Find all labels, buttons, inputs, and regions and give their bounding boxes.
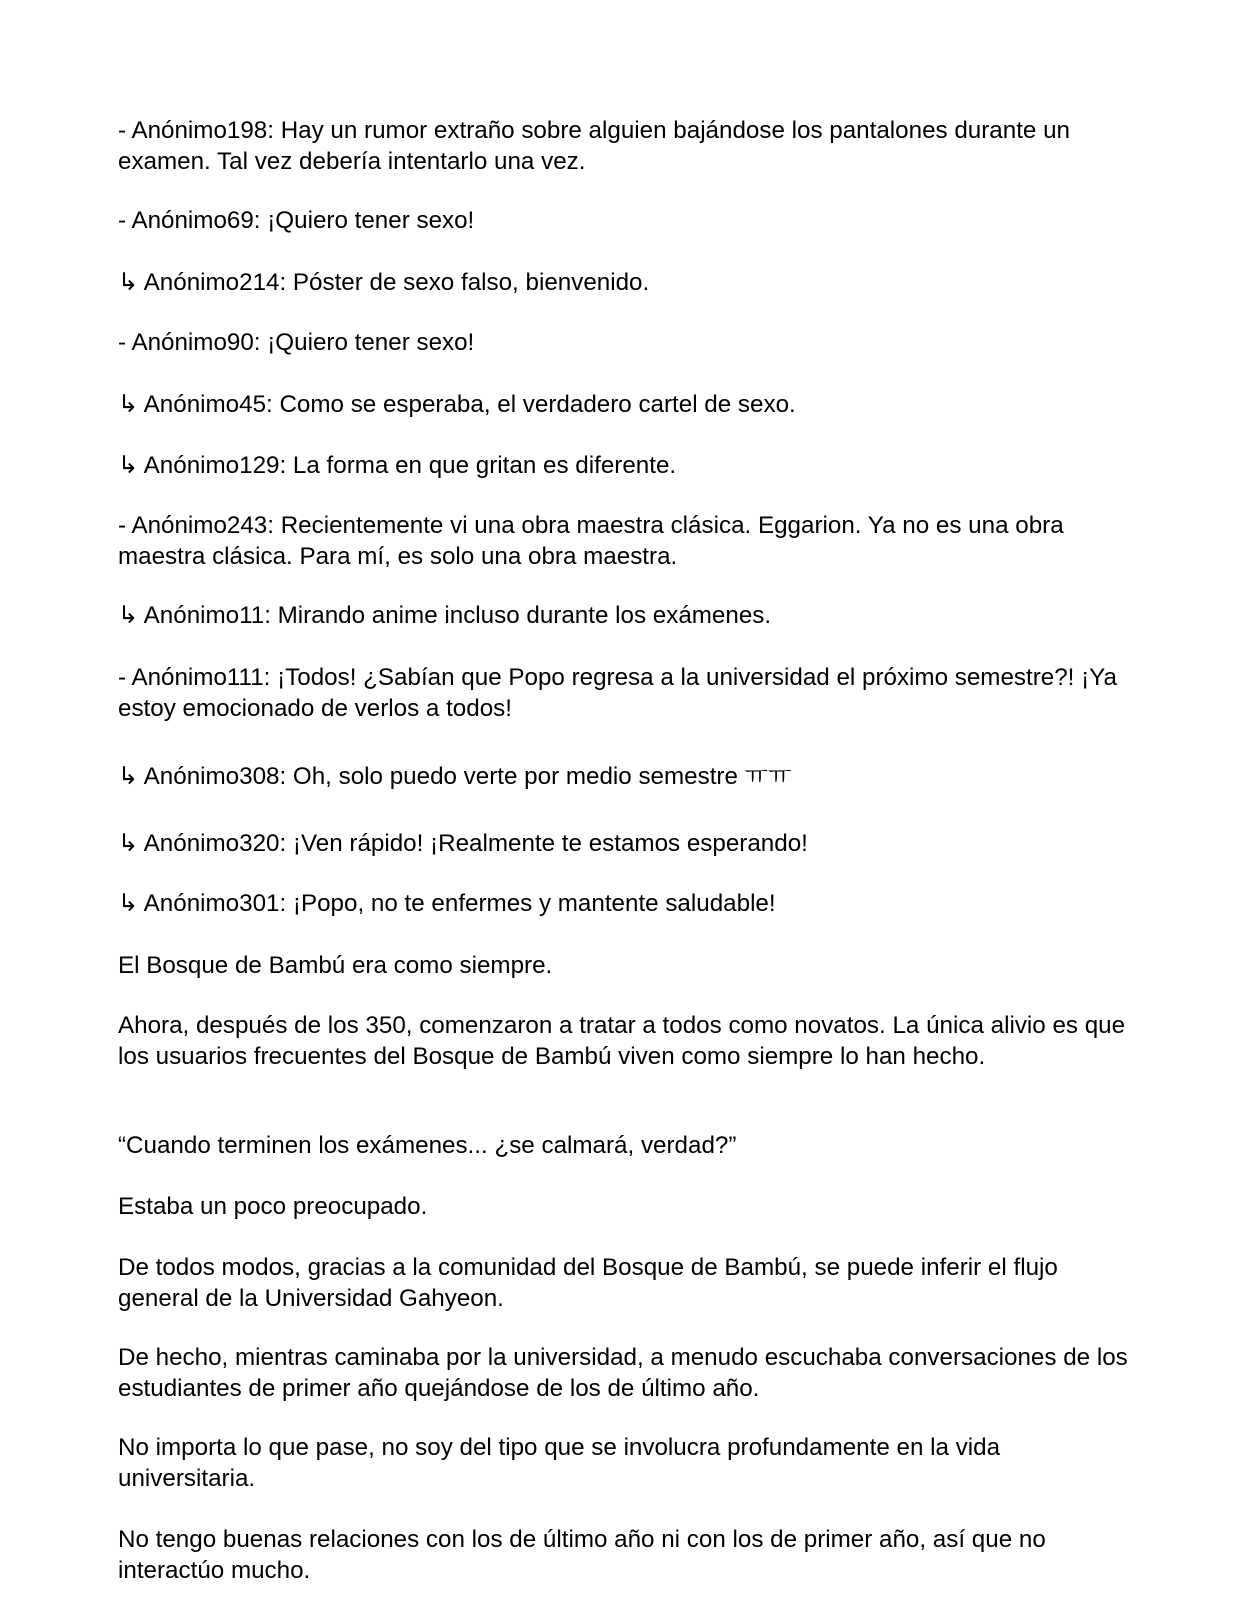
narrative-paragraph: De todos modos, gracias a la comunidad del Bosque de Bambú, se puede inferir el flujo general de la Universidad Gahyeon.	[118, 1254, 1058, 1312]
narrative-paragraph: El Bosque de Bambú era como siempre.	[118, 952, 553, 979]
narrative-paragraph: Ahora, después de los 350, comenzaron a tratar a todos como novatos. La única alivio es que los usuarios frecuentes del Bosque de Bambú viven como siempre lo han hecho.	[118, 1012, 1126, 1070]
reply-anonimo214: ↳ Anónimo214: Póster de sexo falso, bienvenido.	[118, 269, 650, 296]
narrative-paragraph: De hecho, mientras caminaba por la universidad, a menudo escuchaba conversaciones de los estudiantes de primer año quejándose de los de último año.	[118, 1344, 1128, 1402]
narrative-paragraph: No importa lo que pase, no soy del tipo que se involucra profundamente en la vida universitaria.	[118, 1434, 1001, 1492]
post-anonimo198: - Anónimo198: Hay un rumor extraño sobre alguien bajándose los pantalones durante un examen. Tal vez debería intentarlo una vez.	[118, 117, 1071, 175]
reply-anonimo320: ↳ Anónimo320: ¡Ven rápido! ¡Realmente te estamos esperando!	[118, 830, 808, 857]
post-anonimo69: - Anónimo69: ¡Quiero tener sexo!	[118, 207, 475, 234]
reply-anonimo11: ↳ Anónimo11: Mirando anime incluso durante los exámenes.	[118, 602, 772, 629]
post-anonimo111: - Anónimo111: ¡Todos! ¿Sabían que Popo regresa a la universidad el próximo semestre?! ¡Ya estoy emocionado de verlos a todos!	[118, 664, 1117, 722]
reply-anonimo129: ↳ Anónimo129: La forma en que gritan es diferente.	[118, 452, 677, 479]
reply-anonimo45: ↳ Anónimo45: Como se esperaba, el verdadero cartel de sexo.	[118, 391, 796, 418]
post-anonimo243: - Anónimo243: Recientemente vi una obra maestra clásica. Eggarion. Ya no es una obra maestra clásica. Para mí, es solo una obra maestra.	[118, 512, 1064, 570]
post-anonimo90: - Anónimo90: ¡Quiero tener sexo!	[118, 329, 475, 356]
narrative-paragraph: No tengo buenas relaciones con los de último año ni con los de primer año, así que no interactúo mucho.	[118, 1526, 1046, 1584]
reply-anonimo308: ↳ Anónimo308: Oh, solo puedo verte por medio semestre ㅠㅠ	[118, 763, 792, 790]
dialogue-line: “Cuando terminen los exámenes... ¿se calmará, verdad?”	[118, 1132, 737, 1159]
narrative-paragraph: Estaba un poco preocupado.	[118, 1193, 428, 1220]
reply-anonimo301: ↳ Anónimo301: ¡Popo, no te enfermes y mantente saludable!	[118, 890, 776, 917]
